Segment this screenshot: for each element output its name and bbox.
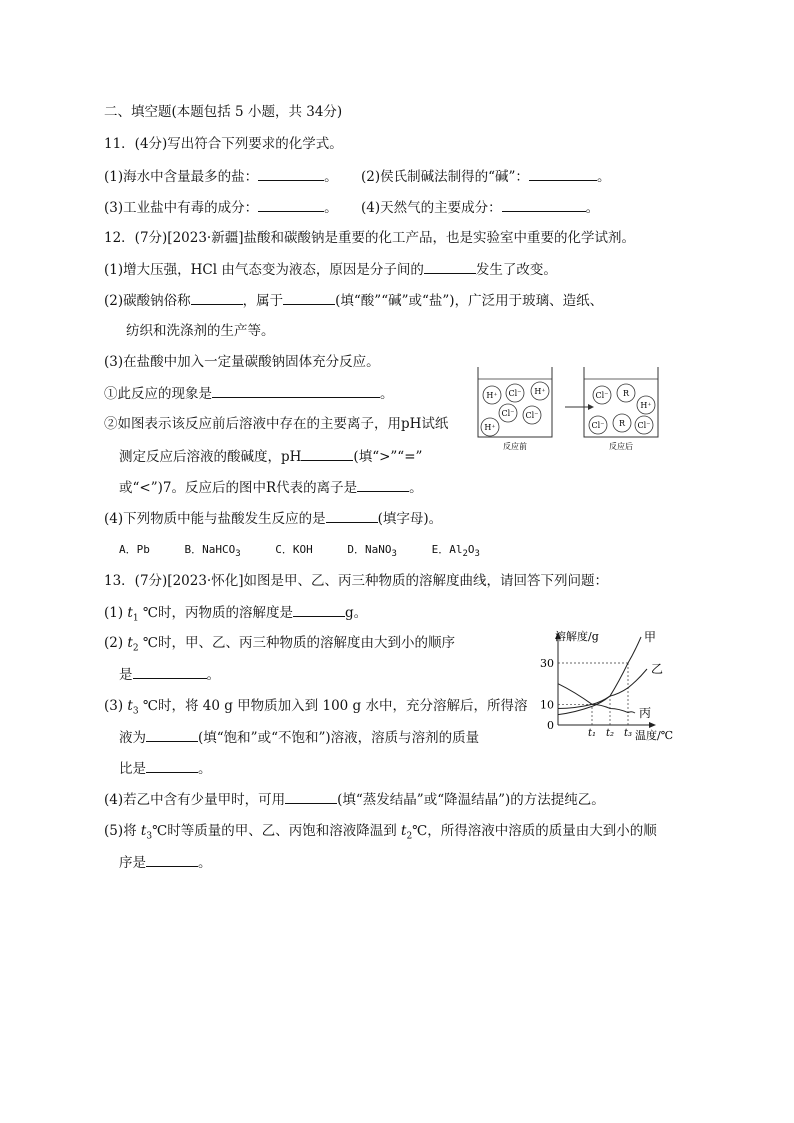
x-axis-label: 温度/℃ <box>635 729 674 742</box>
option-d[interactable]: D．NaNO$_3$ <box>347 543 397 560</box>
series-丙 <box>558 684 635 713</box>
before-ion-label: H⁺ <box>484 423 496 432</box>
q12-blank4[interactable] <box>326 509 378 523</box>
q13-part1: (1) $t_1$ ℃时，丙物质的溶解度是 g。 <box>104 605 368 624</box>
q13-stem: 13．(7分)[2023·怀化]如图是甲、乙、丙三种物质的溶解度曲线，请回答下列问题： <box>104 573 608 589</box>
after-ion-label: Cl⁻ <box>637 421 651 430</box>
option-e[interactable]: E．$Al_2O_3$ <box>431 543 480 560</box>
q12-blank3a[interactable] <box>212 384 380 398</box>
q12-blank3b[interactable] <box>301 447 353 461</box>
beaker-after <box>584 367 658 451</box>
q13-blank3b[interactable] <box>146 759 198 773</box>
before-ion-label: Cl⁻ <box>525 411 539 420</box>
q12-blank1[interactable] <box>424 260 476 274</box>
q13-part2: (2) $t_2$ ℃时，甲、乙、丙三种物质的溶解度由大到小的顺序 <box>104 635 455 654</box>
q11-part1: (1)海水中含量最多的盐： 。 <box>104 169 338 185</box>
q11-blank4[interactable] <box>502 198 586 212</box>
q12-part2: (2)碳酸钠俗称 ，属于 (填“酸”“碱”或“盐”)，广泛用于玻璃、造纸、 <box>104 293 604 309</box>
q11-part2: (2)侯氏制碱法制得的“碱”： 。 <box>361 169 611 185</box>
q11-blank1[interactable] <box>258 167 324 181</box>
q13-part5b: 序是 。 <box>119 855 212 871</box>
q12-part3-2b: 测定反应后溶液的酸碱度，pH (填“>”“=” <box>119 449 423 465</box>
y-tick-30: 30 <box>540 657 554 670</box>
after-ion-label: Cl⁻ <box>595 391 609 400</box>
q11-blank3[interactable] <box>258 198 324 212</box>
after-ion-label: H⁺ <box>640 401 652 410</box>
q13-blank1[interactable] <box>293 603 345 617</box>
q13-blank4[interactable] <box>285 790 337 804</box>
q12-blank2a[interactable] <box>191 291 243 305</box>
q13-part5: (5)将 $t_3℃$时等质量的甲、乙、丙饱和溶液降温到 $t_2℃$，所得溶液中溶质的质量由大到小的顺 <box>104 823 657 842</box>
caption-before: 反应前 <box>503 442 527 451</box>
beaker-diagram <box>470 365 670 455</box>
q12-part3: (3)在盐酸中加入一定量碳酸钠固体充分反应。 <box>104 354 380 370</box>
q12-part3-2: ②如图表示该反应前后溶液中存在的主要离子，用pH试纸 <box>104 416 449 432</box>
q13-blank3a[interactable] <box>146 728 198 742</box>
option-c[interactable]: C．KOH <box>275 543 313 556</box>
x-axis-arrow-icon <box>649 722 656 728</box>
beaker-before <box>478 367 552 451</box>
q13-blank5[interactable] <box>146 853 198 867</box>
q12-stem: 12．(7分)[2023·新疆]盐酸和碳酸钠是重要的化工产品，也是实验室中重要的化学试剂。 <box>104 230 635 246</box>
q13-part4: (4)若乙中含有少量甲时，可用 (填“蒸发结晶”或“降温结晶”)的方法提纯乙。 <box>104 792 605 808</box>
q12-part3-2d: 或“<”)7。反应后的图中R代表的离子是 。 <box>119 480 423 496</box>
y-axis-label: 溶解度/g <box>555 630 599 643</box>
series-乙 <box>558 669 647 708</box>
y-tick-10: 10 <box>540 698 554 712</box>
series-label-甲: 甲 <box>644 630 657 644</box>
q13-part3b: 液为 (填“饱和”或“不饱和”)溶液，溶质与溶剂的质量 <box>119 730 480 746</box>
before-ion-label: H⁺ <box>534 387 546 396</box>
after-ion-label: R <box>622 389 630 398</box>
solubility-chart <box>535 625 685 750</box>
y-tick-0: 0 <box>547 719 554 732</box>
series-甲 <box>558 637 641 715</box>
q12-part1: (1)增大压强，HCl 由气态变为液态，原因是分子间的 发生了改变。 <box>104 262 557 278</box>
after-ion-label: Cl⁻ <box>591 421 605 430</box>
after-ion-label: R <box>618 419 626 428</box>
option-b[interactable]: B．NaHCO$_3$ <box>184 543 241 560</box>
q12-options <box>119 541 480 563</box>
q13-part3: (3) $t_3$ ℃时，将 40 g 甲物质加入到 100 g 水中，充分溶解后，所得溶 <box>104 698 528 717</box>
q13-blank2[interactable] <box>133 665 207 679</box>
before-ion-label: H⁺ <box>486 391 498 400</box>
section-heading: 二、填空题(本题包括 5 小题，共 34分) <box>104 104 343 120</box>
x-tick-t₁: t₁ <box>587 728 597 739</box>
series-label-丙: 丙 <box>639 706 652 720</box>
before-ion-label: Cl⁻ <box>508 389 522 398</box>
option-a[interactable]: A．Pb <box>119 543 150 556</box>
q11-part4: (4)天然气的主要成分： 。 <box>361 200 600 216</box>
q13-part2b: 是 。 <box>119 667 220 683</box>
q11-stem: 11．(4分)写出符合下列要求的化学式。 <box>104 136 343 152</box>
before-ion-label: Cl⁻ <box>501 409 515 418</box>
q11-part3: (3)工业盐中有毒的成分： 。 <box>104 200 338 216</box>
series-label-乙: 乙 <box>651 662 664 676</box>
q11-blank2[interactable] <box>529 167 597 181</box>
reaction-arrow-icon <box>565 404 594 410</box>
q12-part4: (4)下列物质中能与盐酸发生反应的是 (填字母)。 <box>104 511 443 527</box>
q12-blank3c[interactable] <box>357 478 409 492</box>
x-tick-t₂: t₂ <box>605 728 615 739</box>
q12-part3-1: ①此反应的现象是 。 <box>104 386 394 402</box>
caption-after: 反应后 <box>609 442 633 451</box>
q12-part2-cont: 纺织和洗涤剂的生产等。 <box>126 323 275 339</box>
q13-part3c: 比是 。 <box>119 761 212 777</box>
x-tick-t₃: t₃ <box>623 728 633 739</box>
q12-blank2b[interactable] <box>283 291 335 305</box>
